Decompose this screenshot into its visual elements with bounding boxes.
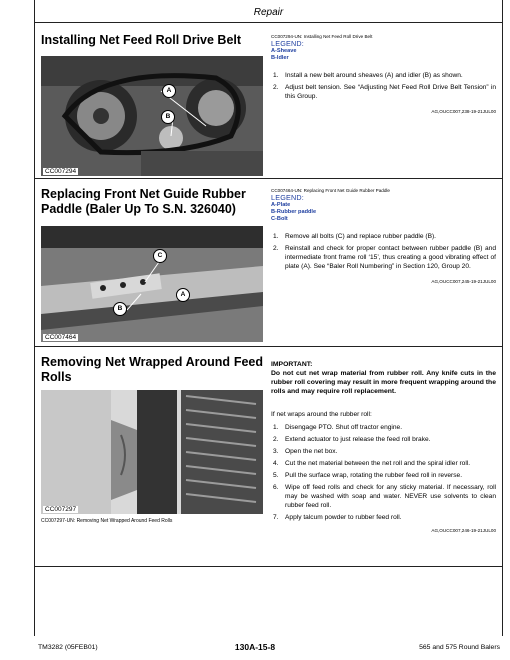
section-net-feed-roll-belt — [35, 28, 502, 179]
photo-paddle — [41, 226, 263, 342]
section-net-wrap — [35, 350, 502, 567]
step-item: 3. Open the net box. — [273, 448, 338, 455]
footer-doc-id: TM3282 (05FEB01) — [38, 644, 98, 651]
footer-product: 565 and 575 Round Balers — [419, 644, 500, 651]
step-item: 2. Adjust belt tension. See “Adjusting Net Feed Roll Drive Belt Tension” in this Group. — [273, 84, 496, 100]
section-3-text — [271, 360, 496, 535]
section-1-text — [271, 34, 496, 116]
page-frame — [34, 0, 503, 636]
figure-caption: CC007297-UN: Removing Net Wrapped Around Feed Rolls — [41, 518, 173, 524]
callout-b: B — [161, 110, 175, 124]
photo-id: CC007297 — [45, 506, 77, 513]
figure-ref: CC007294-UN: Installing Net Feed Roll Drive Belt — [271, 34, 373, 39]
intro-text: If net wraps around the rubber roll: — [271, 411, 372, 418]
photo-id: CC007464 — [45, 334, 77, 341]
important-heading: IMPORTANT: — [271, 361, 313, 368]
photo-feed-rolls — [41, 390, 263, 514]
step-item: 1. Install a new belt around sheaves (A) and idler (B) as shown. — [273, 72, 463, 79]
step-item: 4. Cut the net material between the net roll and the spiral idler roll. — [273, 460, 471, 467]
ref-code: AG,OUCC007,245-19-21JUL00 — [431, 279, 496, 284]
legend-item: A-Plate — [271, 202, 291, 208]
callout-b: B — [113, 302, 127, 316]
legend-item: C-Bolt — [271, 216, 288, 222]
step-item: 6. Wipe off feed rolls and check for any sticky material. If necessary, roll may be washed with soap and water. NEVER use solvents to clean rubber feed roll. — [273, 484, 496, 509]
legend-item: B-Idler — [271, 55, 289, 61]
step-item: 7. Apply talcum powder to rubber feed roll. — [273, 514, 402, 521]
section-rubber-paddle — [35, 182, 502, 347]
step-item: 2. Reinstall and check for proper contact between rubber paddle (B) and intermediate front frame roll ‘15’, thus creating a good vibrating effect of plate (A). See “Baler Roll Numbering” in Section 120, Group 20. — [273, 245, 496, 270]
important-body: Do not cut net wrap material from rubber roll. Any knife cuts in the rubber roll covering may result in more frequent wrapping around the rolls and may require roll replacement. — [271, 370, 496, 395]
legend-item: B-Rubber paddle — [271, 209, 317, 215]
section-title: Removing Net Wrapped Around Feed Rolls — [41, 355, 263, 384]
step-item: 5. Pull the surface wrap, rotating the rubber feed roll in reverse. — [273, 472, 463, 479]
callout-c: C — [153, 249, 167, 263]
section-title: Replacing Front Net Guide Rubber Paddle (Baler Up To S.N. 326040) — [41, 187, 246, 216]
header-title: Repair — [253, 7, 284, 18]
belt-illustration — [41, 56, 263, 176]
photo-id: CC007294 — [45, 168, 77, 175]
step-item: 1. Disengage PTO. Shut off tractor engine. — [273, 424, 403, 431]
step-item: 1. Remove all bolts (C) and replace rubber paddle (B). — [273, 233, 436, 240]
feed-rolls-illustration — [41, 390, 263, 514]
callout-a: A — [176, 288, 190, 302]
figure-ref: CC007464-UN: Replacing Front Net Guide Rubber Paddle — [271, 188, 390, 193]
ref-code: AG,OUCC007,246-19-21JUL00 — [431, 528, 496, 533]
legend-title: LEGEND: — [271, 39, 304, 48]
legend-title: LEGEND: — [271, 193, 304, 202]
callout-a: A — [162, 84, 176, 98]
steps-list — [271, 232, 496, 271]
photo-belt — [41, 56, 263, 176]
ref-code: AG,OUCC007,238-19-21JUL00 — [431, 109, 496, 114]
legend-item: A-Sheave — [271, 48, 297, 54]
steps-list — [271, 423, 496, 522]
steps-list — [271, 71, 496, 101]
header-rule — [35, 22, 502, 23]
step-item: 2. Extend actuator to just release the feed roll brake. — [273, 436, 431, 443]
footer-page-number: 130A-15-8 — [234, 642, 276, 652]
paddle-illustration — [41, 226, 263, 342]
section-title: Installing Net Feed Roll Drive Belt — [41, 33, 242, 47]
section-2-text — [271, 188, 496, 286]
